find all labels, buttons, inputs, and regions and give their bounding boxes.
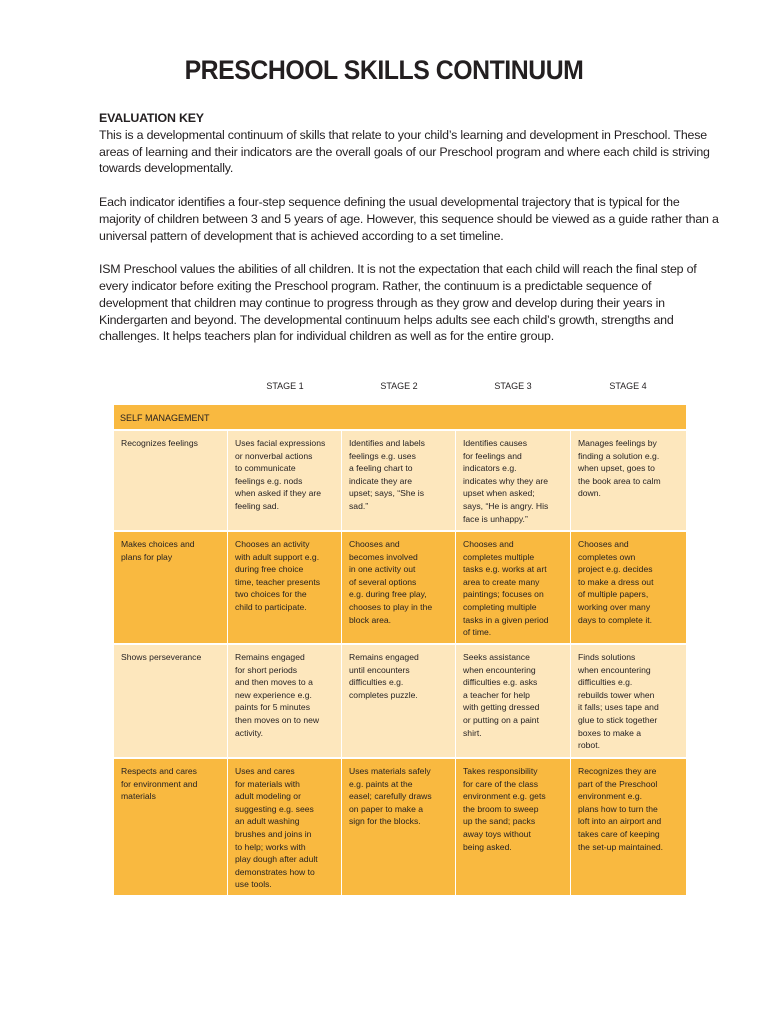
table-row [114, 645, 686, 759]
stage-1-cell: Remains engaged for short periods and then moves to a new experience e.g. paints for 5 minutes then moves on to new activity. [228, 645, 342, 760]
evaluation-key-section [99, 110, 721, 362]
stage-2-cell: Chooses and becomes involved in one activity out of several options e.g. during free play, chooses to play in the block area. [342, 532, 456, 647]
stage-3-cell: Chooses and completes multiple tasks e.g. works at art area to create many paintings; focuses on completing multiple tasks in a given period of time. [456, 532, 571, 647]
evaluation-key-heading: EVALUATION KEY [99, 111, 204, 125]
table-row [114, 532, 686, 645]
section-header-self-management: SELF MANAGEMENT [114, 405, 686, 431]
stage-2-header: STAGE 2 [380, 381, 418, 391]
stage-4-cell: Recognizes they are part of the Preschool environment e.g. plans how to turn the loft into an airport and takes care of keeping the set-up maintained. [578, 766, 664, 852]
stage-4-cell: Finds solutions when encountering difficulties e.g. rebuilds tower when it falls; uses tape and glue to stick together boxes to make a robot. [578, 652, 659, 751]
stage-3-cell: Identifies causes for feelings and indicators e.g. indicates why they are upset when asked; says, “He is angry. His face is unhappy.” [456, 431, 571, 533]
stage-2-cell: Remains engaged until encounters difficulties e.g. completes puzzle. [342, 645, 456, 760]
stage-4-header: STAGE 4 [609, 381, 647, 391]
table-row [114, 431, 686, 532]
stage-1-header: STAGE 1 [266, 381, 304, 391]
stage-4-cell: Manages feelings by finding a solution e.g. when upset, goes to the book area to calm down. [578, 438, 661, 499]
intro-paragraph-1: This is a developmental continuum of skills that relate to your child’s learning and development in Preschool. These areas of learning and their indicators are the overall goals of our Preschool program and where each child is striving towards developmentally. [99, 127, 710, 176]
table-row [114, 759, 686, 897]
stage-3-header: STAGE 3 [494, 381, 532, 391]
stage-1-cell: Uses facial expressions or nonverbal actions to communicate feelings e.g. nods when asked if they are feeling sad. [228, 431, 342, 533]
stage-3-cell: Seeks assistance when encountering difficulties e.g. asks a teacher for help with getting dressed or putting on a paint shirt. [456, 645, 571, 760]
stage-3-cell: Takes responsibility for care of the class environment e.g. gets the broom to sweep up the sand; packs away toys without being asked. [456, 759, 571, 899]
indicator-cell: Recognizes feelings [114, 431, 228, 533]
skills-table [114, 405, 686, 897]
stage-2-cell: Uses materials safely e.g. paints at the easel; carefully draws on paper to make a sign for the blocks. [342, 759, 456, 899]
stage-1-cell: Chooses an activity with adult support e.g. during free choice time, teacher presents two choices for the child to participate. [228, 532, 342, 647]
stage-1-cell: Uses and cares for materials with adult modeling or suggesting e.g. sees an adult washing brushes and joins in to help; works with play dough after adult demonstrates how to use tools. [228, 759, 342, 899]
stage-2-cell: Identifies and labels feelings e.g. uses a feeling chart to indicate they are upset; says, “She is sad.” [342, 431, 456, 533]
page-title: PRESCHOOL SKILLS CONTINUUM [184, 55, 584, 85]
indicator-cell: Respects and cares for environment and materials [114, 759, 228, 899]
stage-4-cell: Chooses and completes own project e.g. decides to make a dress out of multiple papers, working over many days to complete it. [578, 539, 654, 625]
indicator-cell: Makes choices and plans for play [114, 532, 228, 647]
intro-paragraph-3: ISM Preschool values the abilities of all children. It is not the expectation that each child will reach the final step of every indicator before exiting the Preschool program. Rather, the continuum is a predictable sequence of development that children may continue to progress through as they grow and develop during their years in Kindergarten and beyond. The developmental continuum helps adults see each child’s growth, strengths and challenges. It helps teachers plan for individual children as well as for the entire group. [99, 262, 697, 344]
indicator-cell: Shows perseverance [114, 645, 228, 760]
intro-paragraph-2: Each indicator identifies a four-step sequence defining the usual developmental trajectory that is typical for the majority of children between 3 and 5 years of age. However, this sequence should be viewed as a guide rather than a universal pattern of development that is achieved according to a set timeline. [99, 194, 719, 243]
